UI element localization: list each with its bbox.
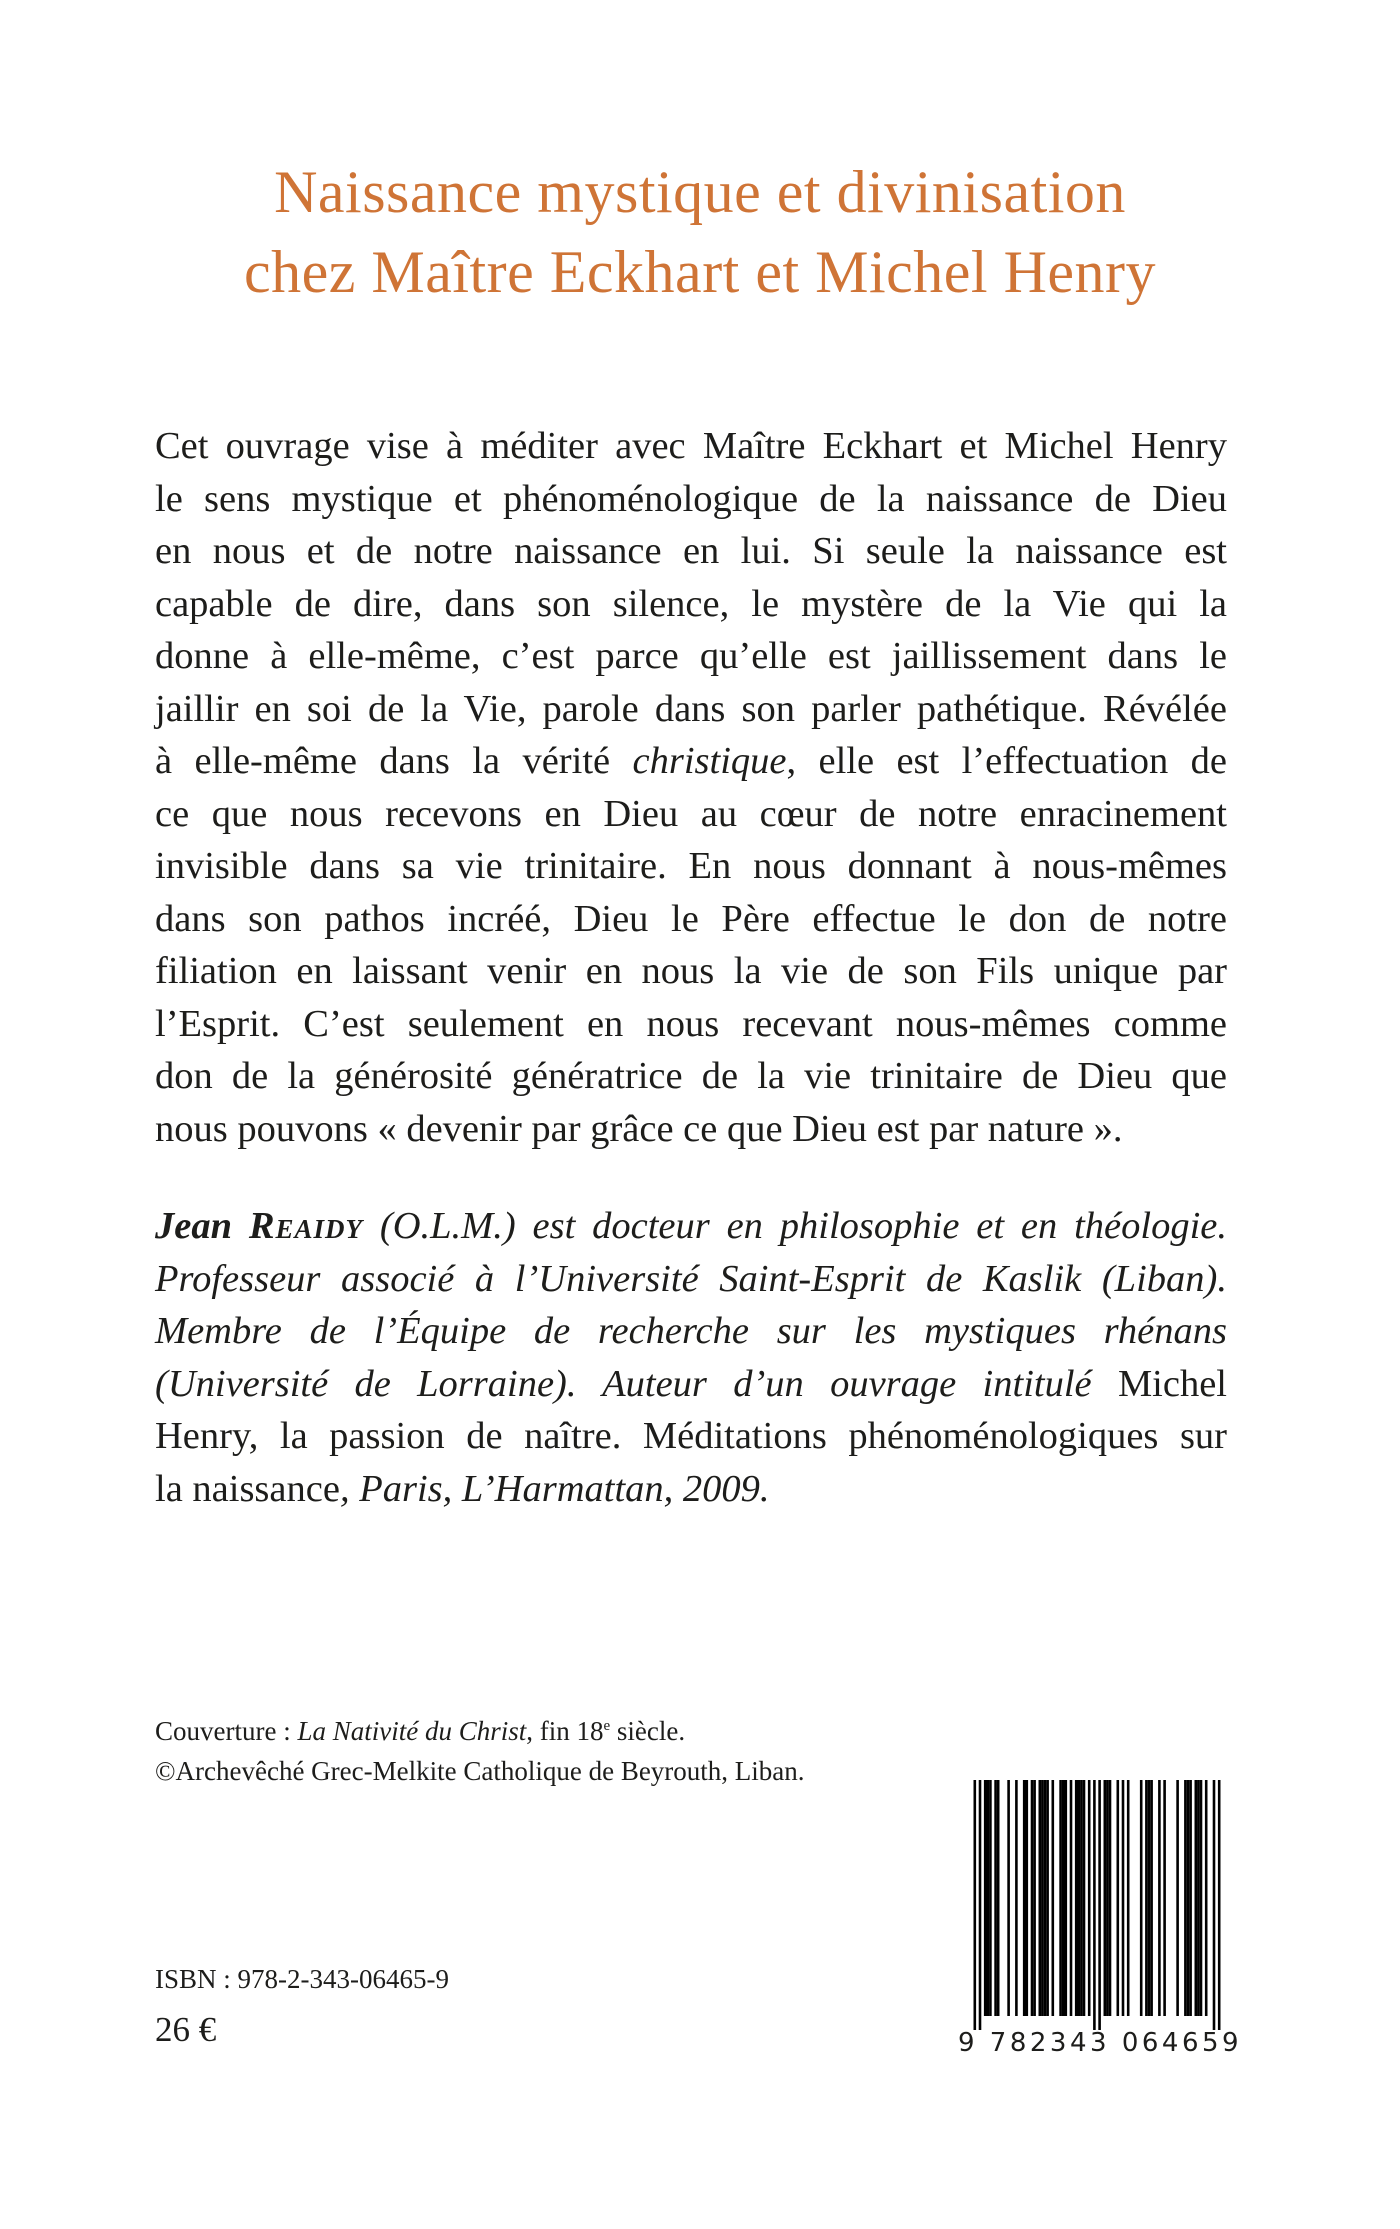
barcode-number: 9 782343 064659 bbox=[958, 2028, 1243, 2058]
barcode-bar bbox=[1187, 1780, 1190, 2016]
barcode-bar bbox=[1015, 1780, 1018, 2016]
barcode-bar bbox=[1150, 1780, 1153, 2016]
summary-line: en nous et de notre naissance en lui. Si seule la naissance est bbox=[155, 530, 1227, 572]
copyright-line: ©Archevêché Grec-Melkite Catholique de Beyrouth, Liban. bbox=[155, 1756, 805, 1786]
book-reference: la naissance bbox=[155, 1467, 340, 1510]
barcode-bar bbox=[1083, 1780, 1086, 2016]
summary-line: jaillir en soi de la Vie, parole dans son parler pathétique. Révélée bbox=[155, 687, 1227, 730]
author-first-name: Jean bbox=[155, 1205, 232, 1247]
bio-text: (Université de Lorraine). Auteur d’un ouvrage intitulé bbox=[155, 1362, 1092, 1405]
publisher-info: , Paris, L’Harmattan, 2009. bbox=[339, 1467, 770, 1510]
barcode-bar bbox=[1176, 1780, 1179, 2016]
summary-line: don de la générosité génératrice de la vie trinitaire de Dieu que bbox=[155, 1055, 1227, 1097]
barcode-bar bbox=[1070, 1780, 1073, 2016]
barcode-bar bbox=[1145, 1780, 1148, 2016]
book-title bbox=[0, 152, 1400, 312]
summary-line: ce que nous recevons en Dieu au cœur de notre enracinement bbox=[155, 792, 1227, 835]
barcode-bar bbox=[1039, 1780, 1042, 2016]
barcode-bar bbox=[1044, 1780, 1047, 2016]
barcode-bar bbox=[1117, 1780, 1120, 2016]
barcode-bar bbox=[987, 1780, 990, 2016]
barcode-bar bbox=[1088, 1780, 1091, 2016]
credit-date-sup: e bbox=[603, 1718, 611, 1734]
barcode-bar bbox=[1041, 1780, 1044, 2016]
title-line-1: Naissance mystique et divinisation bbox=[274, 159, 1126, 225]
barcode-bar bbox=[1046, 1780, 1049, 2016]
title-line-2: chez Maître Eckhart et Michel Henry bbox=[243, 239, 1157, 305]
barcode-bar bbox=[1109, 1780, 1112, 2016]
barcode-bar bbox=[1023, 1780, 1026, 2016]
barcode-bar bbox=[1093, 1780, 1096, 2030]
barcode-bar bbox=[1158, 1780, 1161, 2016]
bio-line: Membre de l’Équipe de recherche sur les mystiques rhénans bbox=[155, 1310, 1227, 1352]
author-last-name: Reaidy bbox=[248, 1205, 364, 1247]
summary-line: Cet ouvrage vise à méditer avec Maître Eckhart et Michel Henry bbox=[155, 425, 1227, 467]
bio-line bbox=[155, 1463, 1227, 1516]
barcode-bar bbox=[1059, 1780, 1062, 2016]
barcode-bar bbox=[1218, 1780, 1221, 2030]
barcode-bar bbox=[1148, 1780, 1151, 2016]
isbn-text: ISBN : 978-2-343-06465-9 bbox=[155, 1964, 449, 1994]
summary-line bbox=[155, 735, 1227, 788]
bio-text: (O.L.M.) est docteur en philosophie et en théologie. bbox=[363, 1205, 1227, 1247]
cover-credits bbox=[155, 1706, 805, 1791]
price-text: 26 € bbox=[155, 2010, 217, 2049]
barcode-bars bbox=[958, 1780, 1236, 2030]
bio-line: Professeur associé à l’Université Saint-Esprit de Kaslik (Liban). bbox=[155, 1257, 1227, 1300]
barcode-bar bbox=[1184, 1780, 1187, 2016]
barcode-bar bbox=[979, 1780, 982, 2030]
summary-line: le sens mystique et phénoménologique de la naissance de Dieu bbox=[155, 477, 1227, 520]
credit-date: , fin 18 bbox=[526, 1716, 604, 1746]
barcode-bar bbox=[1200, 1780, 1203, 2016]
barcode-bar bbox=[989, 1780, 992, 2016]
barcode-bar bbox=[1062, 1780, 1065, 2016]
barcode-bar bbox=[1098, 1780, 1101, 2030]
summary-line: l’Esprit. C’est seulement en nous recevant nous-mêmes comme bbox=[155, 1002, 1227, 1045]
summary-italic-term: christique bbox=[632, 740, 787, 782]
barcode-bar bbox=[1078, 1780, 1081, 2016]
barcode-bar bbox=[974, 1780, 977, 2030]
barcode-bar bbox=[1189, 1780, 1192, 2016]
barcode-bar bbox=[1007, 1780, 1010, 2016]
barcode-bar bbox=[1104, 1780, 1107, 2016]
barcode-bar bbox=[1213, 1780, 1216, 2030]
barcode-bar bbox=[1140, 1780, 1143, 2016]
book-reference-line: Henry, la passion de naître. Méditations phénoménologiques sur bbox=[155, 1415, 1227, 1457]
summary-text: , elle est l’effectuation de bbox=[786, 740, 1227, 782]
barcode-bar bbox=[1205, 1780, 1208, 2016]
barcode-bar bbox=[1065, 1780, 1068, 2016]
bio-line bbox=[155, 1200, 1227, 1253]
barcode-bar bbox=[997, 1780, 1000, 2016]
barcode-bar bbox=[1195, 1780, 1198, 2016]
summary-line: dans son pathos incréé, Dieu le Père effectue le don de notre bbox=[155, 897, 1227, 940]
barcode-bar bbox=[1033, 1780, 1036, 2016]
barcode-bar bbox=[1163, 1780, 1166, 2016]
barcode-bar bbox=[1127, 1780, 1130, 2016]
author-bio bbox=[155, 1200, 1227, 1515]
barcode-bar bbox=[1080, 1780, 1083, 2016]
barcode-bar bbox=[1031, 1780, 1034, 2016]
summary-line: filiation en laissant venir en nous la vie de son Fils unique par bbox=[155, 950, 1227, 992]
barcode-bar bbox=[1026, 1780, 1029, 2016]
barcode-bar bbox=[1052, 1780, 1055, 2016]
barcode-bar bbox=[984, 1780, 987, 2016]
artwork-title: La Nativité du Christ bbox=[297, 1716, 527, 1746]
barcode bbox=[958, 1780, 1243, 2068]
barcode-bar bbox=[1197, 1780, 1200, 2016]
bio-line bbox=[155, 1358, 1227, 1411]
summary-line: nous pouvons « devenir par grâce ce que Dieu est par nature ». bbox=[155, 1107, 1123, 1150]
summary-text: à elle-même dans la vérité bbox=[155, 740, 633, 782]
summary-paragraph bbox=[155, 420, 1227, 1155]
summary-line: invisible dans sa vie trinitaire. En nous donnant à nous-mêmes bbox=[155, 845, 1227, 887]
barcode-bar bbox=[1106, 1780, 1109, 2016]
summary-line: donne à elle-même, c’est parce qu’elle est jaillissement dans le bbox=[155, 635, 1227, 677]
barcode-bar bbox=[994, 1780, 997, 2016]
cover-credit-line bbox=[155, 1706, 805, 1751]
summary-line: capable de dire, dans son silence, le mystère de la Vie qui la bbox=[155, 582, 1227, 625]
barcode-bar bbox=[1122, 1780, 1125, 2016]
barcode-bar bbox=[1075, 1780, 1078, 2016]
credit-prefix: Couverture : bbox=[155, 1716, 298, 1746]
book-reference: Michel bbox=[1091, 1362, 1228, 1405]
credit-date-after: siècle. bbox=[610, 1716, 686, 1746]
